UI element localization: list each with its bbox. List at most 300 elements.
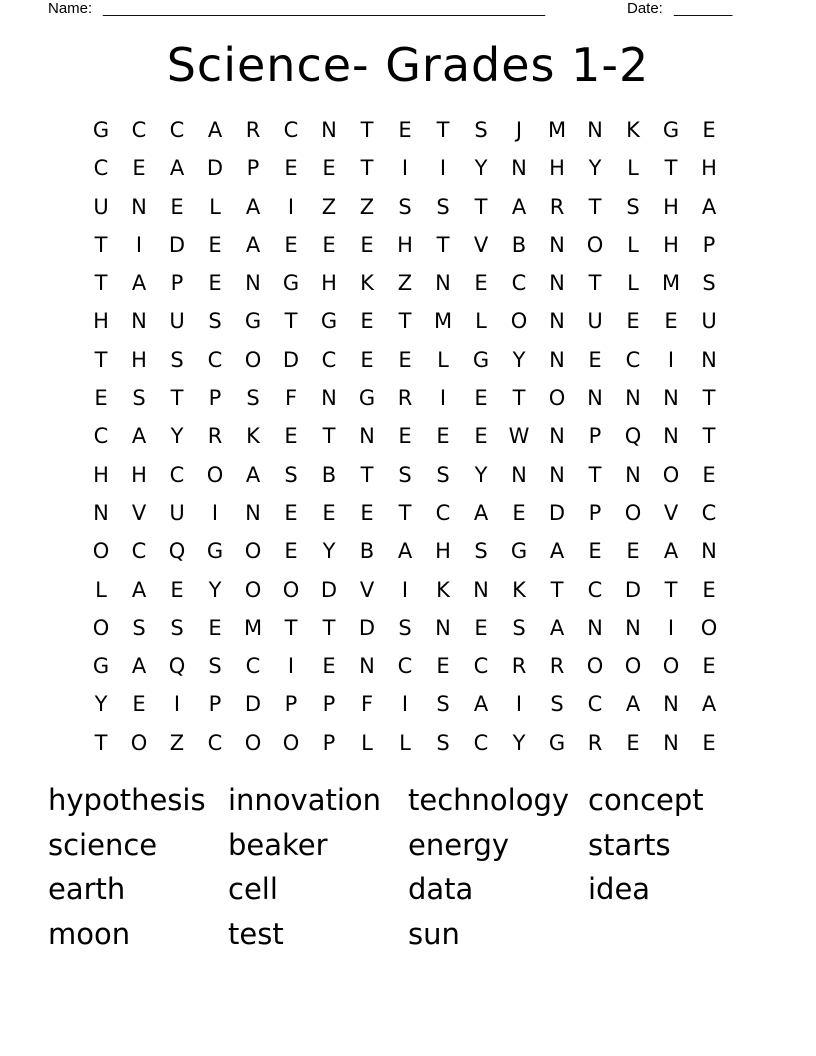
grid-letter[interactable]: U xyxy=(169,309,185,334)
grid-letter[interactable]: E xyxy=(398,347,412,372)
grid-letter[interactable]: H xyxy=(549,156,565,181)
grid-letter[interactable]: E xyxy=(588,539,602,564)
grid-letter[interactable]: S xyxy=(170,615,184,640)
grid-letter[interactable]: H xyxy=(435,539,451,564)
grid-letter[interactable]: M xyxy=(433,309,453,334)
grid-letter[interactable]: I xyxy=(667,347,675,372)
grid-letter[interactable]: T xyxy=(94,347,108,372)
grid-letter[interactable]: R xyxy=(397,386,413,411)
grid-letter[interactable]: O xyxy=(282,730,300,755)
grid-letter[interactable]: G xyxy=(206,539,224,564)
grid-letter[interactable]: U xyxy=(701,309,717,334)
grid-letter[interactable]: O xyxy=(624,500,642,525)
grid-letter[interactable]: N xyxy=(701,347,717,372)
grid-letter[interactable]: C xyxy=(131,118,147,142)
grid-letter[interactable]: S xyxy=(398,615,412,640)
grid-letter[interactable]: R xyxy=(511,654,527,679)
grid-letter[interactable]: S xyxy=(170,347,184,372)
grid-row xyxy=(82,685,728,723)
grid-letter[interactable]: O xyxy=(586,654,604,679)
grid-letter[interactable]: E xyxy=(284,232,298,257)
grid-letter[interactable]: E xyxy=(474,386,488,411)
grid-letter[interactable]: T xyxy=(588,462,602,487)
grid-letter[interactable]: A xyxy=(473,500,489,525)
grid-letter[interactable]: C xyxy=(131,539,147,564)
grid-letter[interactable]: H xyxy=(321,271,337,296)
grid-letter[interactable]: N xyxy=(663,424,679,449)
grid-letter[interactable]: E xyxy=(626,309,640,334)
grid-letter[interactable]: B xyxy=(321,462,337,487)
grid-letter[interactable]: C xyxy=(169,462,185,487)
grid-letter[interactable]: E xyxy=(512,500,526,525)
grid-letter[interactable]: P xyxy=(246,156,260,181)
grid-letter[interactable]: C xyxy=(473,654,489,679)
grid-letter[interactable]: E xyxy=(702,118,716,142)
grid-letter[interactable]: A xyxy=(131,424,147,449)
grid-letter[interactable]: S xyxy=(626,194,640,219)
grid-letter[interactable]: N xyxy=(245,271,261,296)
grid-letter[interactable]: L xyxy=(627,156,639,181)
grid-letter[interactable]: O xyxy=(130,730,148,755)
grid-letter[interactable]: I xyxy=(439,156,447,181)
grid-letter[interactable]: H xyxy=(131,462,147,487)
grid-letter[interactable]: T xyxy=(360,462,374,487)
grid-letter[interactable]: E xyxy=(360,347,374,372)
grid-letter[interactable]: H xyxy=(397,232,413,257)
grid-letter[interactable]: N xyxy=(93,500,109,525)
grid-letter[interactable]: C xyxy=(93,424,109,449)
grid-letter[interactable]: E xyxy=(284,500,298,525)
name-label: Name: xyxy=(48,0,93,17)
grid-letter[interactable]: D xyxy=(168,232,186,257)
grid-letter[interactable]: S xyxy=(436,462,450,487)
grid-letter[interactable]: C xyxy=(207,347,223,372)
grid-letter[interactable]: T xyxy=(436,232,450,257)
grid-letter[interactable]: O xyxy=(92,539,110,564)
grid-letter[interactable]: S xyxy=(132,615,146,640)
grid-letter[interactable]: A xyxy=(131,577,147,602)
grid-letter[interactable]: F xyxy=(284,386,298,411)
grid-letter[interactable]: L xyxy=(209,194,221,219)
grid-letter[interactable]: A xyxy=(131,654,147,679)
grid-letter[interactable]: E xyxy=(322,232,336,257)
grid-letter[interactable]: H xyxy=(701,156,717,181)
grid-letter[interactable]: S xyxy=(474,118,488,142)
grid-letter[interactable]: N xyxy=(701,539,717,564)
grid-letter[interactable]: K xyxy=(360,271,374,296)
grid-letter[interactable]: E xyxy=(702,654,716,679)
grid-letter[interactable]: E xyxy=(398,424,412,449)
grid-letter[interactable]: I xyxy=(401,156,409,181)
date-line: _______ xyxy=(674,0,733,17)
grid-letter[interactable]: P xyxy=(208,386,222,411)
grid-letter[interactable]: T xyxy=(702,424,716,449)
grid-letter[interactable]: O xyxy=(282,577,300,602)
grid-letter[interactable]: O xyxy=(700,615,718,640)
grid-letter[interactable]: T xyxy=(284,309,298,334)
grid-letter[interactable]: D xyxy=(548,500,566,525)
grid-letter[interactable]: Q xyxy=(168,539,186,564)
grid-letter[interactable]: N xyxy=(321,386,337,411)
grid-letter[interactable]: E xyxy=(360,309,374,334)
grid-letter[interactable]: C xyxy=(283,118,299,142)
grid-letter[interactable]: I xyxy=(401,692,409,717)
grid-letter[interactable]: N xyxy=(435,615,451,640)
grid-letter[interactable]: E xyxy=(132,692,146,717)
grid-letter[interactable]: N xyxy=(549,462,565,487)
grid-letter[interactable]: R xyxy=(245,118,261,142)
grid-letter[interactable]: E xyxy=(132,156,146,181)
grid-letter[interactable]: E xyxy=(322,500,336,525)
grid-letter[interactable]: D xyxy=(358,615,376,640)
grid-letter[interactable]: N xyxy=(587,615,603,640)
grid-letter[interactable]: T xyxy=(588,271,602,296)
grid-letter[interactable]: G xyxy=(662,118,680,142)
grid-letter[interactable]: S xyxy=(208,309,222,334)
grid-letter[interactable]: N xyxy=(131,194,147,219)
grid-letter[interactable]: P xyxy=(170,271,184,296)
grid-letter[interactable]: I xyxy=(287,654,295,679)
grid-letter[interactable]: N xyxy=(511,156,527,181)
grid-letter[interactable]: C xyxy=(207,730,223,755)
grid-letter[interactable]: E xyxy=(170,577,184,602)
grid-letter[interactable]: S xyxy=(398,194,412,219)
grid-letter[interactable]: N xyxy=(245,500,261,525)
grid-letter[interactable]: C xyxy=(511,271,527,296)
grid-letter[interactable]: A xyxy=(169,156,185,181)
grid-letter[interactable]: C xyxy=(701,500,717,525)
grid-letter[interactable]: H xyxy=(93,462,109,487)
grid-letter[interactable]: C xyxy=(397,654,413,679)
grid-letter[interactable]: L xyxy=(399,730,411,755)
grid-letter[interactable]: Y xyxy=(588,156,602,181)
grid-letter[interactable]: O xyxy=(244,347,262,372)
grid-letter[interactable]: Y xyxy=(322,539,336,564)
grid-letter[interactable]: L xyxy=(475,309,487,334)
grid-letter[interactable]: T xyxy=(664,577,678,602)
grid-letter[interactable]: E xyxy=(208,271,222,296)
grid-letter[interactable]: H xyxy=(663,232,679,257)
grid-letter[interactable]: G xyxy=(244,309,262,334)
grid-letter[interactable]: Z xyxy=(169,730,185,755)
grid-letter[interactable]: N xyxy=(131,309,147,334)
grid-letter[interactable]: Y xyxy=(94,692,108,717)
grid-letter[interactable]: I xyxy=(401,577,409,602)
grid-letter[interactable]: E xyxy=(208,615,222,640)
grid-letter[interactable]: G xyxy=(548,730,566,755)
grid-letter[interactable]: S xyxy=(474,539,488,564)
grid-letter[interactable]: A xyxy=(245,462,261,487)
grid-letter[interactable]: S xyxy=(132,386,146,411)
grid-letter[interactable]: N xyxy=(511,462,527,487)
grid-letter[interactable]: S xyxy=(702,271,716,296)
grid-letter[interactable]: Y xyxy=(512,730,526,755)
grid-letter[interactable]: V xyxy=(663,500,679,525)
grid-letter[interactable]: E xyxy=(94,386,108,411)
grid-letter[interactable]: T xyxy=(360,118,374,142)
grid-letter[interactable]: E xyxy=(474,271,488,296)
grid-letter[interactable]: O xyxy=(244,577,262,602)
grid-letter[interactable]: A xyxy=(701,692,717,717)
grid-letter[interactable]: U xyxy=(93,194,109,219)
grid-letter[interactable]: C xyxy=(321,347,337,372)
grid-letter[interactable]: A xyxy=(511,194,527,219)
grid-letter[interactable]: Y xyxy=(474,462,488,487)
word-bank xyxy=(48,778,768,957)
grid-letter[interactable]: O xyxy=(548,386,566,411)
grid-letter[interactable]: G xyxy=(92,118,110,142)
grid-letter[interactable]: K xyxy=(436,577,450,602)
grid-letter[interactable]: T xyxy=(322,424,336,449)
grid-letter[interactable]: P xyxy=(588,424,602,449)
grid-letter[interactable]: O xyxy=(662,462,680,487)
grid-letter[interactable]: E xyxy=(360,232,374,257)
grid-letter[interactable]: J xyxy=(515,118,523,142)
grid-letter[interactable]: P xyxy=(208,692,222,717)
grid-letter[interactable]: S xyxy=(284,462,298,487)
word-bank-item: test xyxy=(228,917,284,952)
grid-letter[interactable]: T xyxy=(94,271,108,296)
grid-letter[interactable]: E xyxy=(626,730,640,755)
grid-letter[interactable]: C xyxy=(473,730,489,755)
grid-letter[interactable]: Y xyxy=(512,347,526,372)
grid-letter[interactable]: T xyxy=(398,500,412,525)
grid-letter[interactable]: N xyxy=(549,309,565,334)
grid-letter[interactable]: Z xyxy=(321,194,337,219)
grid-letter[interactable]: C xyxy=(169,118,185,142)
word-search-grid xyxy=(82,111,728,762)
grid-letter[interactable]: T xyxy=(436,118,450,142)
grid-letter[interactable]: T xyxy=(664,156,678,181)
grid-letter[interactable]: D xyxy=(320,577,338,602)
grid-letter[interactable]: N xyxy=(625,386,641,411)
grid-letter[interactable]: T xyxy=(588,194,602,219)
grid-letter[interactable]: G xyxy=(320,309,338,334)
grid-letter[interactable]: W xyxy=(508,424,530,449)
grid-letter[interactable]: E xyxy=(664,309,678,334)
grid-letter[interactable]: E xyxy=(322,654,336,679)
grid-letter[interactable]: E xyxy=(702,462,716,487)
grid-letter[interactable]: N xyxy=(663,692,679,717)
grid-letter[interactable]: A xyxy=(245,232,261,257)
grid-letter[interactable]: E xyxy=(322,156,336,181)
grid-letter[interactable]: L xyxy=(627,232,639,257)
grid-letter[interactable]: N xyxy=(359,424,375,449)
grid-letter[interactable]: N xyxy=(625,462,641,487)
grid-letter[interactable]: K xyxy=(246,424,260,449)
grid-letter[interactable]: L xyxy=(361,730,373,755)
grid-letter[interactable]: O xyxy=(244,539,262,564)
grid-letter[interactable]: V xyxy=(131,500,147,525)
grid-letter[interactable]: B xyxy=(511,232,527,257)
grid-letter[interactable]: S xyxy=(208,654,222,679)
grid-letter[interactable]: A xyxy=(549,615,565,640)
grid-letter[interactable]: D xyxy=(624,577,642,602)
grid-letter[interactable]: K xyxy=(512,577,526,602)
grid-letter[interactable]: E xyxy=(398,118,412,142)
grid-letter[interactable]: E xyxy=(702,577,716,602)
grid-letter[interactable]: O xyxy=(244,730,262,755)
grid-letter[interactable]: S xyxy=(246,386,260,411)
grid-letter[interactable]: N xyxy=(663,386,679,411)
grid-letter[interactable]: O xyxy=(206,462,224,487)
grid-letter[interactable]: Y xyxy=(208,577,222,602)
grid-letter[interactable]: P xyxy=(284,692,298,717)
grid-letter[interactable]: G xyxy=(92,654,110,679)
grid-letter[interactable]: C xyxy=(435,500,451,525)
grid-letter[interactable]: T xyxy=(94,730,108,755)
grid-letter[interactable]: Z xyxy=(359,194,375,219)
grid-letter[interactable]: N xyxy=(473,577,489,602)
grid-letter[interactable]: S xyxy=(398,462,412,487)
grid-letter[interactable]: T xyxy=(550,577,564,602)
grid-letter[interactable]: I xyxy=(211,500,219,525)
grid-letter[interactable]: M xyxy=(661,271,681,296)
grid-letter[interactable]: Y xyxy=(170,424,184,449)
grid-letter[interactable]: N xyxy=(321,118,337,142)
grid-letter[interactable]: I xyxy=(439,386,447,411)
grid-letter[interactable]: K xyxy=(626,118,640,142)
grid-letter[interactable]: G xyxy=(358,386,376,411)
grid-letter[interactable]: I xyxy=(667,615,675,640)
grid-letter[interactable]: E xyxy=(170,194,184,219)
grid-letter[interactable]: N xyxy=(663,730,679,755)
grid-letter[interactable]: A xyxy=(663,539,679,564)
grid-letter[interactable]: R xyxy=(549,654,565,679)
grid-row xyxy=(82,609,728,647)
grid-letter[interactable]: A xyxy=(397,539,413,564)
grid-letter[interactable]: Y xyxy=(474,156,488,181)
grid-letter[interactable]: E xyxy=(208,232,222,257)
grid-letter[interactable]: T xyxy=(512,386,526,411)
grid-letter[interactable]: V xyxy=(359,577,375,602)
grid-letter[interactable]: E xyxy=(474,424,488,449)
grid-letter[interactable]: P xyxy=(588,500,602,525)
grid-letter[interactable]: A xyxy=(473,692,489,717)
grid-letter[interactable]: N xyxy=(549,271,565,296)
grid-letter[interactable]: C xyxy=(93,156,109,181)
grid-letter[interactable]: R xyxy=(207,424,223,449)
grid-letter[interactable]: A xyxy=(245,194,261,219)
grid-letter[interactable]: E xyxy=(436,654,450,679)
grid-letter[interactable]: G xyxy=(510,539,528,564)
grid-letter[interactable]: D xyxy=(206,156,224,181)
grid-letter[interactable]: V xyxy=(473,232,489,257)
grid-letter[interactable]: L xyxy=(627,271,639,296)
grid-letter[interactable]: E xyxy=(702,730,716,755)
grid-letter[interactable]: N xyxy=(549,347,565,372)
grid-letter[interactable]: P xyxy=(322,730,336,755)
grid-letter[interactable]: I xyxy=(515,692,523,717)
grid-letter[interactable]: P xyxy=(322,692,336,717)
grid-letter[interactable]: T xyxy=(284,615,298,640)
grid-letter[interactable]: N xyxy=(435,271,451,296)
grid-letter[interactable]: N xyxy=(587,386,603,411)
grid-letter[interactable]: Q xyxy=(168,654,186,679)
grid-letter[interactable]: N xyxy=(359,654,375,679)
grid-letter[interactable]: I xyxy=(173,692,181,717)
grid-letter[interactable]: T xyxy=(322,615,336,640)
grid-letter[interactable]: C xyxy=(625,347,641,372)
grid-letter[interactable]: O xyxy=(662,654,680,679)
grid-letter[interactable]: C xyxy=(587,692,603,717)
grid-letter[interactable]: A xyxy=(625,692,641,717)
grid-letter[interactable]: L xyxy=(95,577,107,602)
grid-letter[interactable]: N xyxy=(625,615,641,640)
grid-letter[interactable]: R xyxy=(549,194,565,219)
grid-letter[interactable]: O xyxy=(586,232,604,257)
grid-letter[interactable]: Q xyxy=(624,424,642,449)
grid-letter[interactable]: N xyxy=(587,118,603,142)
grid-letter[interactable]: S xyxy=(436,194,450,219)
grid-letter[interactable]: T xyxy=(474,194,488,219)
grid-letter[interactable]: M xyxy=(547,118,567,142)
grid-letter[interactable]: A xyxy=(549,539,565,564)
grid-letter[interactable]: Z xyxy=(397,271,413,296)
grid-letter[interactable]: H xyxy=(93,309,109,334)
grid-letter[interactable]: E xyxy=(436,424,450,449)
grid-row xyxy=(82,302,728,340)
grid-letter[interactable]: A xyxy=(701,194,717,219)
grid-letter[interactable]: P xyxy=(702,232,716,257)
grid-letter[interactable]: T xyxy=(360,156,374,181)
grid-letter[interactable]: D xyxy=(282,347,300,372)
grid-letter[interactable]: S xyxy=(436,730,450,755)
grid-letter[interactable]: H xyxy=(131,347,147,372)
grid-letter[interactable]: A xyxy=(131,271,147,296)
grid-letter[interactable]: E xyxy=(284,156,298,181)
grid-letter[interactable]: T xyxy=(94,232,108,257)
grid-letter[interactable]: H xyxy=(663,194,679,219)
grid-letter[interactable]: I xyxy=(287,194,295,219)
grid-letter[interactable]: E xyxy=(588,347,602,372)
grid-letter[interactable]: S xyxy=(436,692,450,717)
grid-letter[interactable]: E xyxy=(284,539,298,564)
grid-letter[interactable]: O xyxy=(510,309,528,334)
grid-letter[interactable]: C xyxy=(587,577,603,602)
grid-letter[interactable]: N xyxy=(549,232,565,257)
grid-letter[interactable]: O xyxy=(92,615,110,640)
grid-letter[interactable]: T xyxy=(398,309,412,334)
grid-letter[interactable]: E xyxy=(626,539,640,564)
grid-row xyxy=(82,264,728,302)
grid-letter[interactable]: N xyxy=(549,424,565,449)
grid-letter[interactable]: G xyxy=(472,347,490,372)
grid-letter[interactable]: A xyxy=(207,118,223,142)
page-title: Science- Grades 1-2 xyxy=(166,38,650,92)
grid-letter[interactable]: G xyxy=(282,271,300,296)
grid-letter[interactable]: M xyxy=(243,615,263,640)
grid-letter[interactable]: S xyxy=(550,692,564,717)
grid-letter[interactable]: S xyxy=(512,615,526,640)
grid-letter[interactable]: E xyxy=(474,615,488,640)
grid-letter[interactable]: R xyxy=(587,730,603,755)
grid-letter[interactable]: U xyxy=(587,309,603,334)
grid-letter[interactable]: U xyxy=(169,500,185,525)
grid-letter[interactable]: D xyxy=(244,692,262,717)
grid-letter[interactable]: T xyxy=(170,386,184,411)
grid-letter[interactable]: C xyxy=(245,654,261,679)
grid-letter[interactable]: E xyxy=(284,424,298,449)
word-bank-item: energy xyxy=(408,827,510,862)
grid-letter[interactable]: L xyxy=(437,347,449,372)
grid-letter[interactable]: I xyxy=(135,232,143,257)
grid-letter[interactable]: E xyxy=(360,500,374,525)
grid-letter[interactable]: O xyxy=(624,654,642,679)
grid-letter[interactable]: T xyxy=(702,386,716,411)
grid-letter[interactable]: B xyxy=(359,539,375,564)
grid-letter[interactable]: F xyxy=(360,692,374,717)
